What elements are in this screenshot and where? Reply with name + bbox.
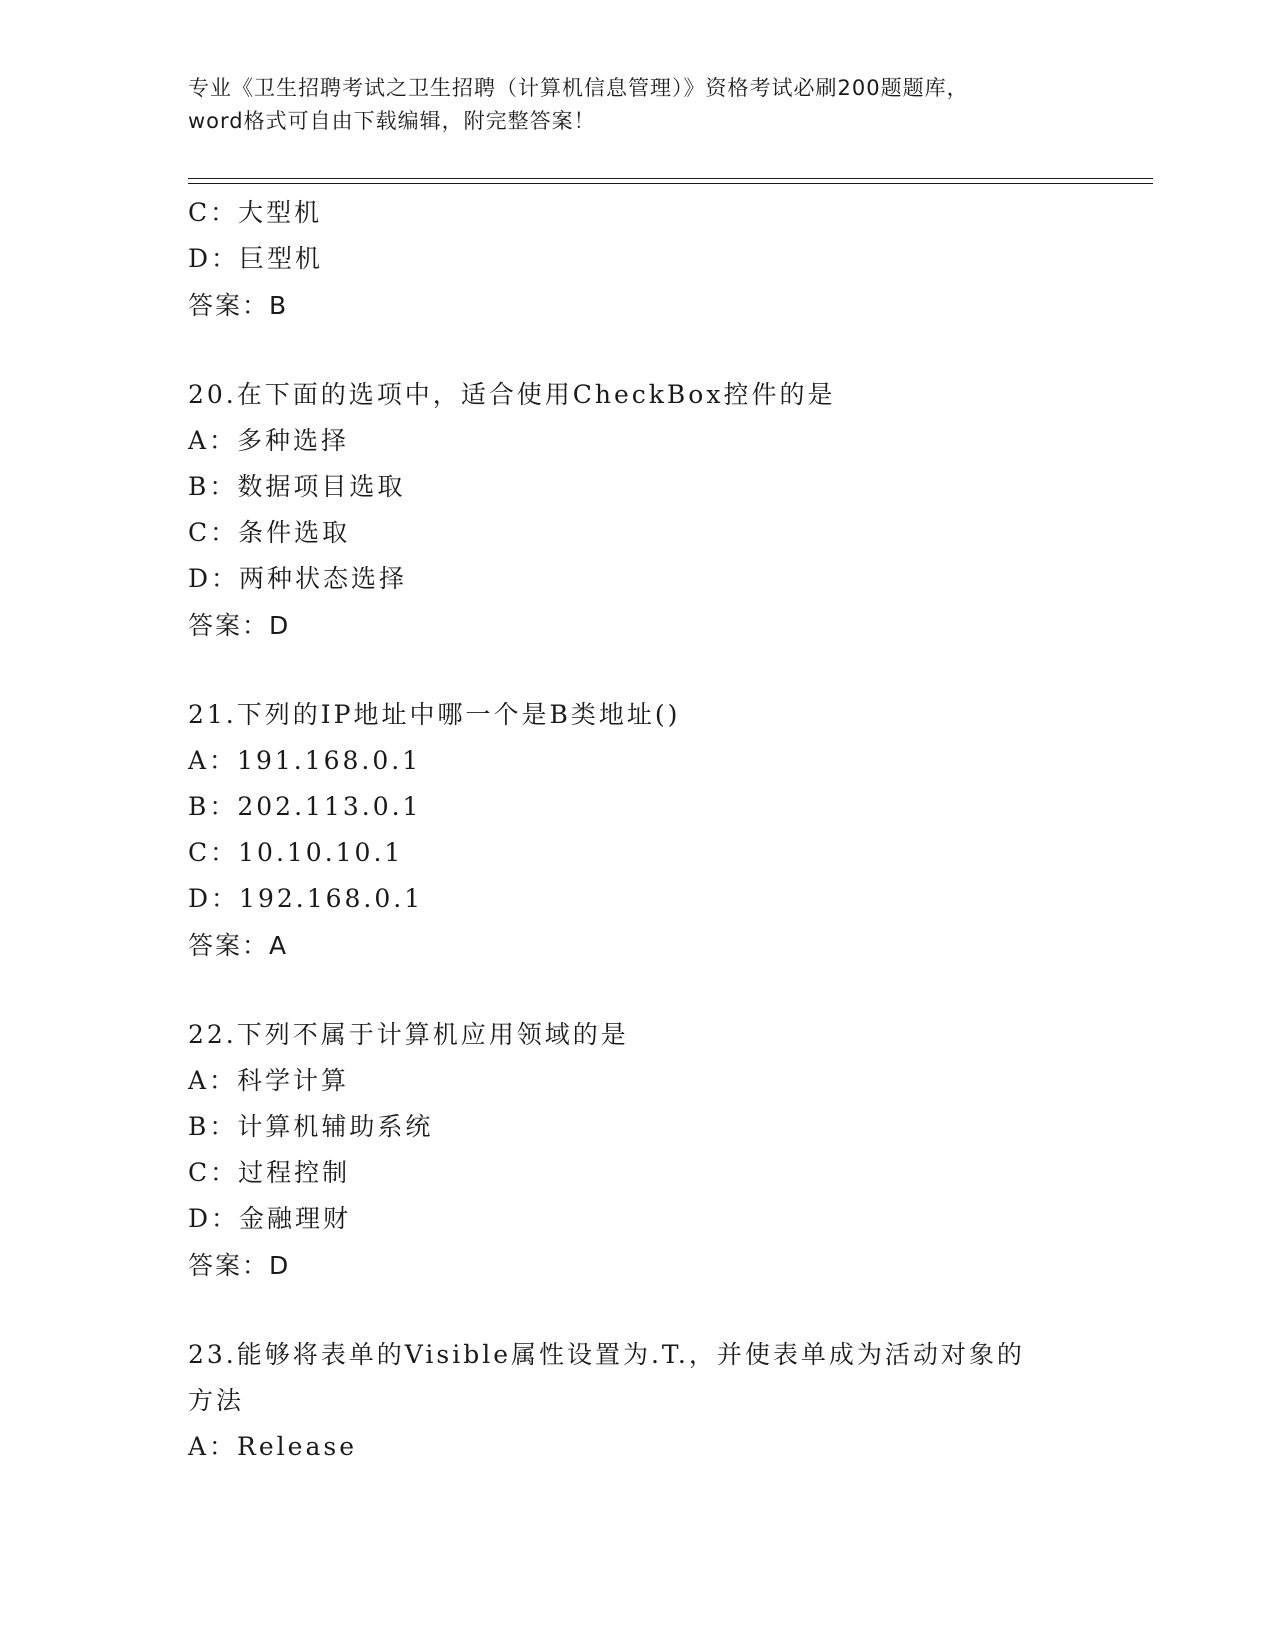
option-d: D：金融理财 — [188, 1204, 352, 1233]
option-d: D：巨型机 — [188, 244, 324, 273]
option-b: B：计算机辅助系统 — [188, 1112, 434, 1141]
header-divider-top — [188, 178, 1153, 179]
question-stem-line-2: 方法 — [188, 1386, 245, 1415]
question-20 — [188, 372, 1088, 650]
question-list — [188, 190, 1088, 1470]
option-c: C：过程控制 — [188, 1158, 351, 1187]
question-stem: 21.下列的IP地址中哪一个是B类地址() — [188, 700, 681, 729]
option-a: A：191.168.0.1 — [188, 746, 422, 775]
option-a: A：科学计算 — [188, 1066, 350, 1095]
option-d: D：两种状态选择 — [188, 564, 408, 593]
option-c: C：10.10.10.1 — [188, 838, 404, 867]
document-header — [188, 72, 1088, 138]
question-23 — [188, 1332, 1088, 1470]
answer-line: 答案：D — [188, 611, 291, 640]
question-19-tail — [188, 190, 1088, 330]
question-22 — [188, 1012, 1088, 1290]
question-stem-line-1: 23.能够将表单的Visible属性设置为.T.，并使表单成为活动对象的 — [188, 1340, 1025, 1369]
option-c: C：大型机 — [188, 198, 323, 227]
question-21 — [188, 692, 1088, 970]
header-divider-bottom — [188, 183, 1153, 184]
answer-line: 答案：A — [188, 931, 289, 960]
option-a: A：多种选择 — [188, 426, 350, 455]
option-c: C：条件选取 — [188, 518, 351, 547]
answer-line: 答案：B — [188, 291, 289, 320]
question-stem: 22.下列不属于计算机应用领域的是 — [188, 1020, 629, 1049]
option-b: B：202.113.0.1 — [188, 792, 422, 821]
header-title-line-1: 专业《卫生招聘考试之卫生招聘（计算机信息管理）》资格考试必刷200题题库， — [188, 76, 969, 100]
question-stem: 20.在下面的选项中，适合使用CheckBox控件的是 — [188, 380, 836, 409]
header-title-line-2: word格式可自由下载编辑，附完整答案！ — [188, 109, 596, 133]
answer-line: 答案：D — [188, 1251, 291, 1280]
option-d: D：192.168.0.1 — [188, 884, 424, 913]
option-b: B：数据项目选取 — [188, 472, 406, 501]
option-a: A：Release — [188, 1432, 357, 1461]
